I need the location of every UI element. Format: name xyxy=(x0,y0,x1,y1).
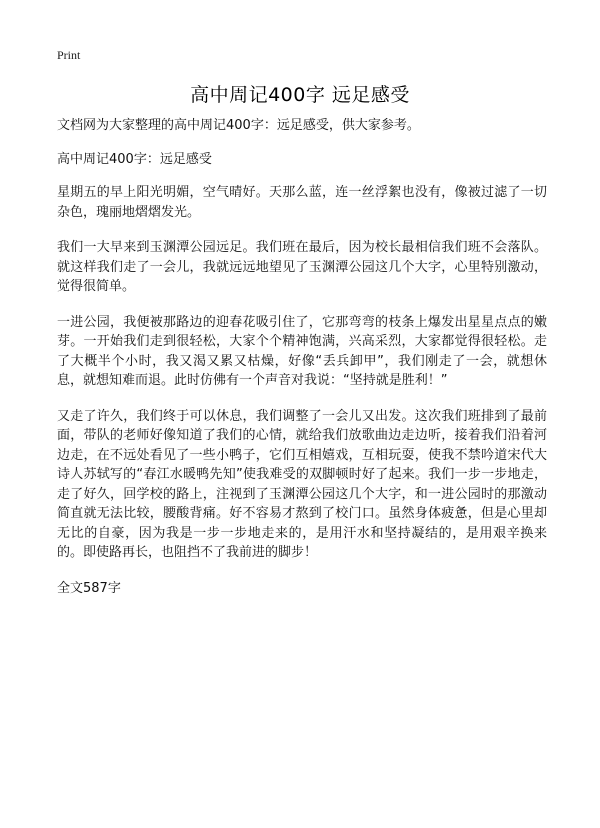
intro-paragraph: 文档网为大家整理的高中周记400字：远足感受，供大家参考。 xyxy=(57,118,420,133)
document-body xyxy=(57,116,547,614)
print-link[interactable]: Print xyxy=(57,48,81,62)
body-paragraph-1: 星期五的早上阳光明媚，空气晴好。天那么蓝，连一丝浮絮也没有，像被过滤了一切杂色，瑰丽地熠熠发光。 xyxy=(57,185,547,220)
body-paragraph-3: 一进公园，我便被那路边的迎春花吸引住了，它那弯弯的枝条上爆发出星星点点的嫩芽。一开始我们走到很轻松，大家个个精神饱满，兴高采烈，大家都觉得很轻松。走了大概半个小时，我又渴又累又枯燥，好像“丢兵卸甲”，我们刚走了一会，就想休息，就想知难而退。此时仿佛有一个声音对我说：“坚持就是胜利！” xyxy=(57,314,547,388)
body-paragraph-2: 我们一大早来到玉渊潭公园远足。我们班在最后，因为校长最相信我们班不会落队。就这样我们走了一会儿，我就远远地望见了玉渊潭公园这几个大字，心里特别激动，觉得很简单。 xyxy=(57,240,547,294)
word-count: 全文587字 xyxy=(57,580,121,596)
body-paragraph-4: 又走了许久，我们终于可以休息，我们调整了一会儿又出发。这次我们班排到了最前面，带队的老师好像知道了我们的心情，就给我们放歌曲边走边听，接着我们沿着河边走，在不远处看见了一些小鸭子，它们互相嬉戏，互相玩耍，使我不禁吟道宋代大诗人苏轼写的“春江水暖鸭先知”使我难受的双脚顿时好了起来。我们一步一步地走，走了好久，回学校的路上，注视到了玉渊潭公园这几个大字，和一进公园时的那激动简直就无法比较，腰酸背痛。好不容易才熬到了校门口。虽然身体疲惫，但是心里却无比的自豪，因为我是一步一步地走来的，是用汗水和坚持凝结的，是用艰辛换来的。即使路再长，也阻挡不了我前进的脚步！ xyxy=(57,408,547,560)
document-title: 高中周记400字 远足感受 xyxy=(190,84,410,106)
subtitle-paragraph: 高中周记400字：远足感受 xyxy=(57,151,212,167)
